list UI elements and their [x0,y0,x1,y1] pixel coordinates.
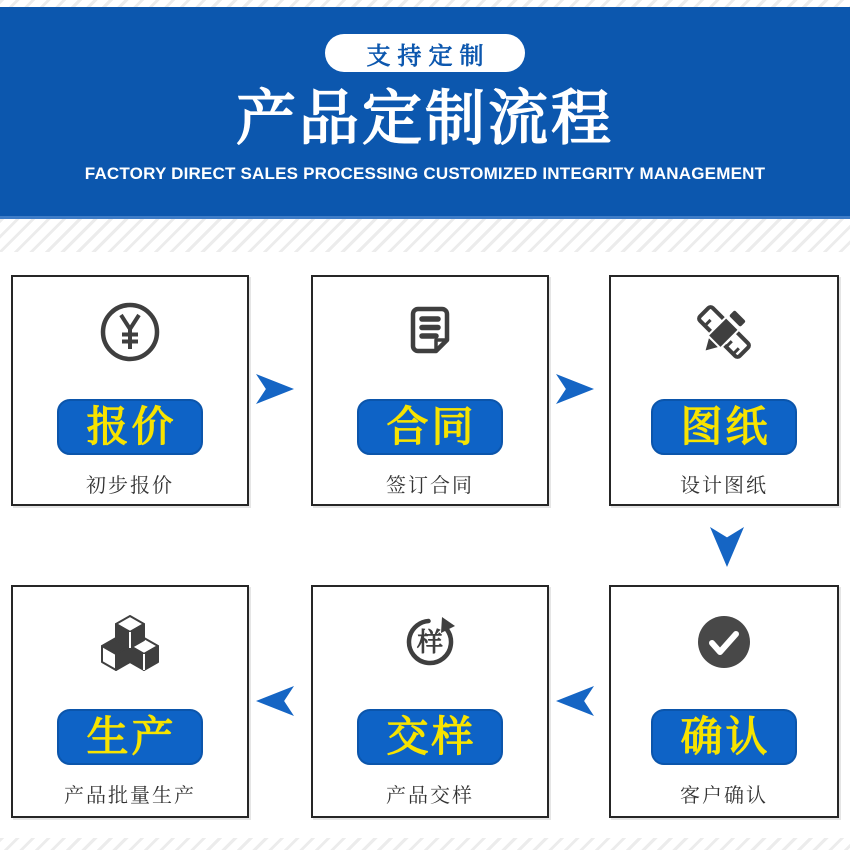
step-box-drawing [609,275,839,506]
drawing-step-caption: 设计图纸 [680,475,768,497]
production-cubes-icon [98,610,162,674]
arrow-contract-to-drawing-icon [556,374,594,404]
contract-document-icon [398,300,462,364]
step-box-contract [311,275,549,506]
production-step-label-text: 生产 [86,713,177,760]
sample-icon-character: 样 [416,627,444,657]
quote-step-caption: 初步报价 [86,475,174,497]
quote-step-label [57,399,203,455]
confirm-step-label [651,709,797,765]
page-title: 产品定制流程 [236,85,614,152]
step-box-quote [11,275,249,506]
contract-step-label [357,399,503,455]
bottom-hatch-strip [0,838,850,850]
customization-badge-label: 支持定制 [366,42,491,70]
header-banner [0,7,850,219]
arrow-sample-to-production-icon [256,686,294,716]
contract-step-caption: 签订合同 [386,475,474,497]
yen-circle-icon [98,300,162,364]
quote-step-label-text: 报价 [86,403,177,450]
drawing-step-label [651,399,797,455]
customer-check-icon [692,610,756,674]
pencil-ruler-icon [692,300,756,364]
step-box-sample [311,585,549,818]
sample-step-label-text: 交样 [386,713,477,760]
step-box-production [11,585,249,818]
production-step-caption: 产品批量生产 [64,785,196,807]
sample-step-label [357,709,503,765]
contract-step-label-text: 合同 [386,403,477,450]
production-step-label [57,709,203,765]
arrow-confirm-to-sample-icon [556,686,594,716]
sample-step-caption: 产品交样 [386,785,474,807]
top-hatch-strip [0,0,850,7]
arrow-drawing-to-confirm-icon [710,527,744,567]
confirm-step-caption: 客户确认 [680,785,768,807]
header-subtitle: FACTORY DIRECT SALES PROCESSING CUSTOMIZED INTEGRITY MANAGEMENT [84,164,766,183]
drawing-step-label-text: 图纸 [680,403,771,450]
sample-cycle-icon [398,610,462,674]
customization-badge [325,34,525,72]
step-box-confirm [609,585,839,818]
arrow-quote-to-contract-icon [256,374,294,404]
under-header-hatch-strip [0,219,850,252]
confirm-step-label-text: 确认 [680,713,771,760]
